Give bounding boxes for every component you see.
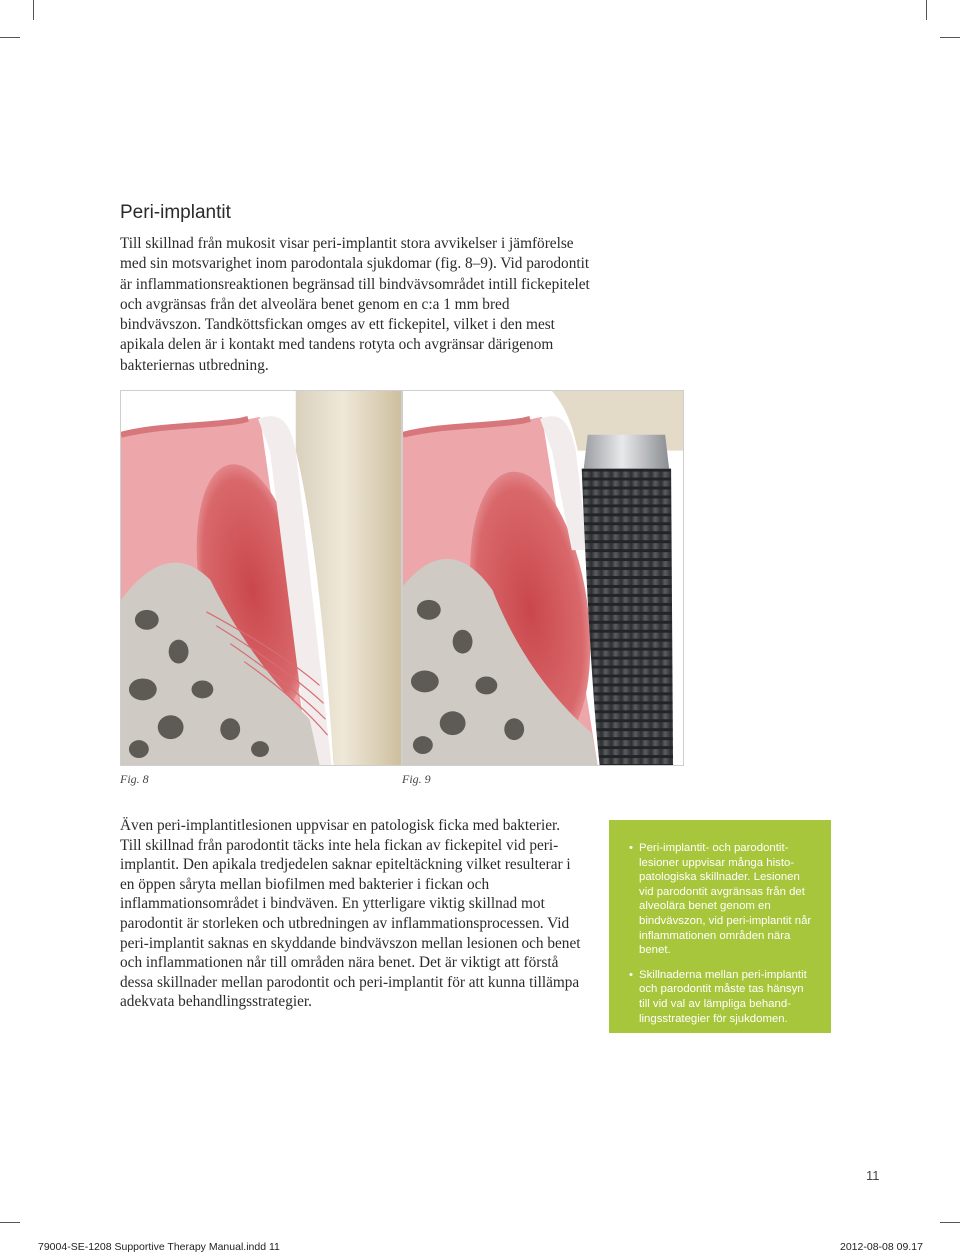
section-heading: Peri-implantit xyxy=(120,202,231,223)
crop-mark-top-left xyxy=(33,0,34,20)
crop-mark-top-right xyxy=(926,0,927,20)
bullet-icon: • xyxy=(629,968,633,981)
key-points-list xyxy=(630,841,817,1026)
crop-mark-bottom-left xyxy=(0,1222,20,1223)
figure-9-caption: Fig. 9 xyxy=(402,772,431,786)
figure-9-illustration xyxy=(402,390,684,766)
key-point-item xyxy=(630,968,817,1026)
key-point-text: Peri-implantit- och parodontit-lesioner uppvisar många histo-patologiska skillnader. Lesionen vid parodontit avgränsas från det alveolära benet genom en bindvävszon, vid peri-implantit når inflammationen områden nära benet. xyxy=(639,842,812,957)
crop-mark-bottom-right xyxy=(940,1222,960,1223)
figure-8-illustration xyxy=(120,390,402,766)
crop-mark-top-left-h xyxy=(0,37,20,38)
print-slug-file: 79004-SE-1208 Supportive Therapy Manual.indd 11 xyxy=(38,1241,280,1253)
print-slug-date: 2012-08-08 09.17 xyxy=(840,1241,923,1253)
figure-8-svg xyxy=(121,391,401,765)
body-paragraph: Även peri-implantitlesionen uppvisar en patologisk ficka med bakterier. Till skillnad från parodontit täcks inte hela fickan av fickepitel vid peri-implantit. Den apikala tredjedelen saknar epiteltäckning vilket resulterar i en öppen såryta mellan biofilmen med bakterier i fickan och inflammationsområdet i bindväven. En ytterligare viktig skillnad mot parodontit är storleken och utbredningen av inflammationsprocessen. Vid peri-implantit saknas en skyddande bindvävszon mellan lesionen och benet och inflammationen når till områden nära benet. Det är viktigt att förstå dessa skillnader mellan parodontit och peri-implantit för att kunna tillämpa adekvata behandlingsstrategier. xyxy=(120,817,581,1011)
key-points-box xyxy=(609,820,831,1033)
intro-paragraph: Till skillnad från mukosit visar peri-implantit stora avvikelser i jämförelse med sin motsvarighet inom parodontala sjukdomar (fig. 8–9). Vid parodontit är inflammationsreaktionen begränsad till bindvävsområdet intill fickepitelet och avgränsas från det alveolära benet genom en c:a 1 mm bred bindvävszon. Tandköttsfickan omges av ett fickepitel, vilket i den mest apikala delen är i kontakt med tandens rotyta och avgränsar därigenom bakteriernas utbredning. xyxy=(120,235,590,374)
figure-9-svg xyxy=(403,391,683,765)
bullet-icon: • xyxy=(629,842,633,854)
key-point-text: Skillnaderna mellan peri-implantit och parodontit måste tas hänsyn till vid val av lämpliga behand-lingsstrategier för sjukdomen. xyxy=(639,968,807,1025)
figure-8-caption: Fig. 8 xyxy=(120,772,149,786)
key-point-item xyxy=(630,841,817,958)
crop-mark-top-right-h xyxy=(940,37,960,38)
page-number: 11 xyxy=(866,1168,880,1183)
